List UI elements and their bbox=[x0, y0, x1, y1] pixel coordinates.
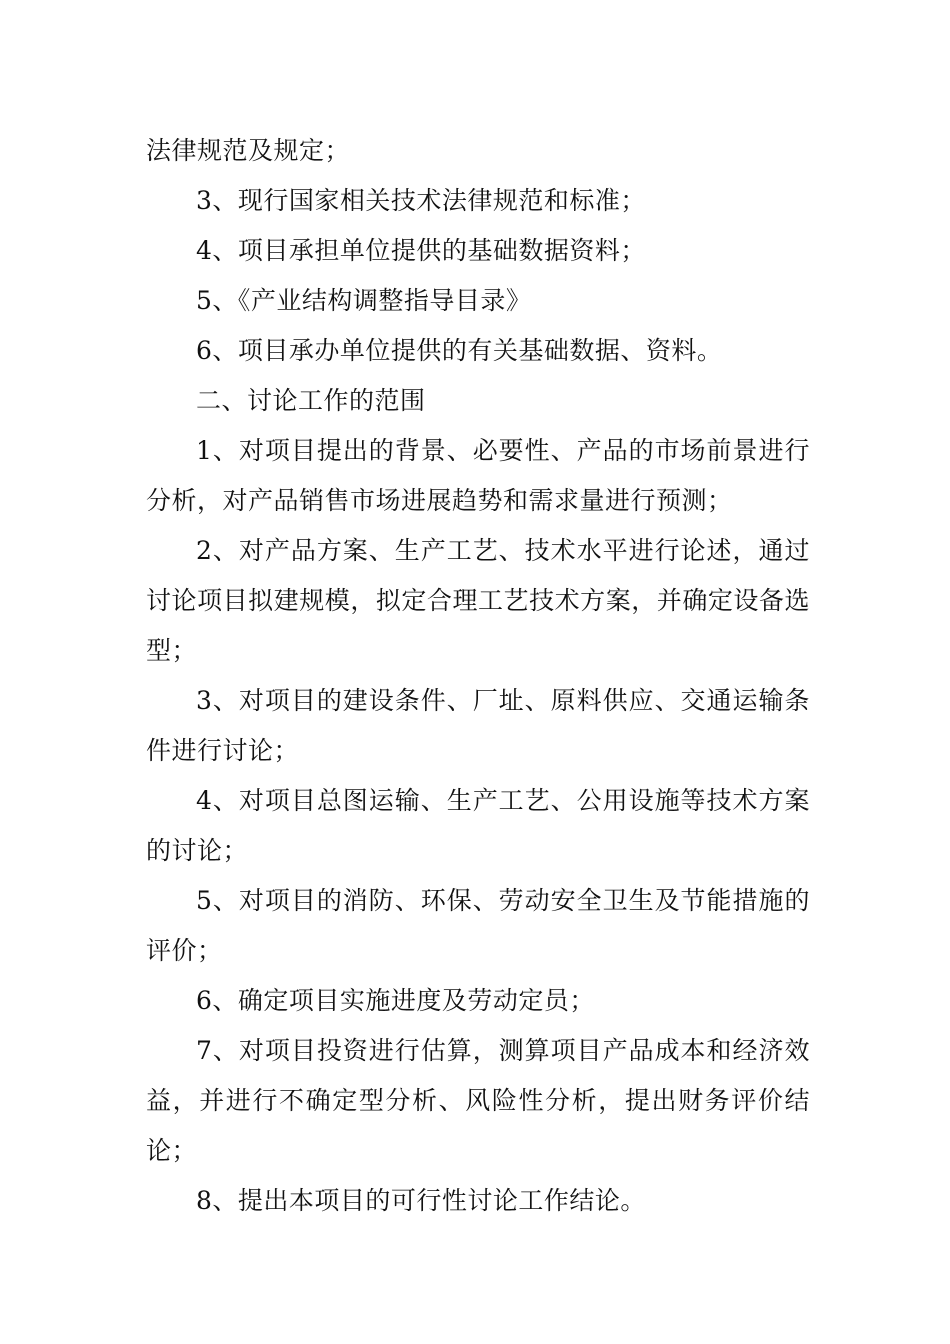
paragraph-continuation: 法律规范及规定； bbox=[146, 136, 351, 165]
paragraph-scope-3: 3、对项目的建设条件、厂址、原料供应、交通运输条件进行讨论； bbox=[146, 686, 810, 765]
document-body bbox=[146, 126, 810, 1226]
paragraph-scope-4: 4、对项目总图运输、生产工艺、公用设施等技术方案的讨论； bbox=[146, 786, 810, 865]
paragraph-basis-6: 6、项目承办单位提供的有关基础数据、资料。 bbox=[196, 336, 723, 365]
paragraph-scope-7: 7、对项目投资进行估算，测算项目产品成本和经济效益，并进行不确定型分析、风险性分析，提出财务评价结论； bbox=[146, 1036, 810, 1165]
section-heading-scope: 二、讨论工作的范围 bbox=[196, 386, 426, 415]
paragraph-scope-6: 6、确定项目实施进度及劳动定员； bbox=[196, 986, 595, 1015]
paragraph-scope-8: 8、提出本项目的可行性讨论工作结论。 bbox=[196, 1186, 646, 1215]
paragraph-scope-2: 2、对产品方案、生产工艺、技术水平进行论述，通过讨论项目拟建规模，拟定合理工艺技术方案，并确定设备选型； bbox=[146, 536, 810, 665]
paragraph-scope-1: 1、对项目提出的背景、必要性、产品的市场前景进行分析，对产品销售市场进展趋势和需求量进行预测； bbox=[146, 436, 810, 515]
paragraph-basis-4: 4、项目承担单位提供的基础数据资料； bbox=[196, 236, 646, 265]
paragraph-basis-3: 3、现行国家相关技术法律规范和标准； bbox=[196, 186, 646, 215]
paragraph-scope-5: 5、对项目的消防、环保、劳动安全卫生及节能措施的评价； bbox=[146, 886, 810, 965]
paragraph-basis-5: 5、《产业结构调整指导目录》 bbox=[196, 286, 532, 315]
